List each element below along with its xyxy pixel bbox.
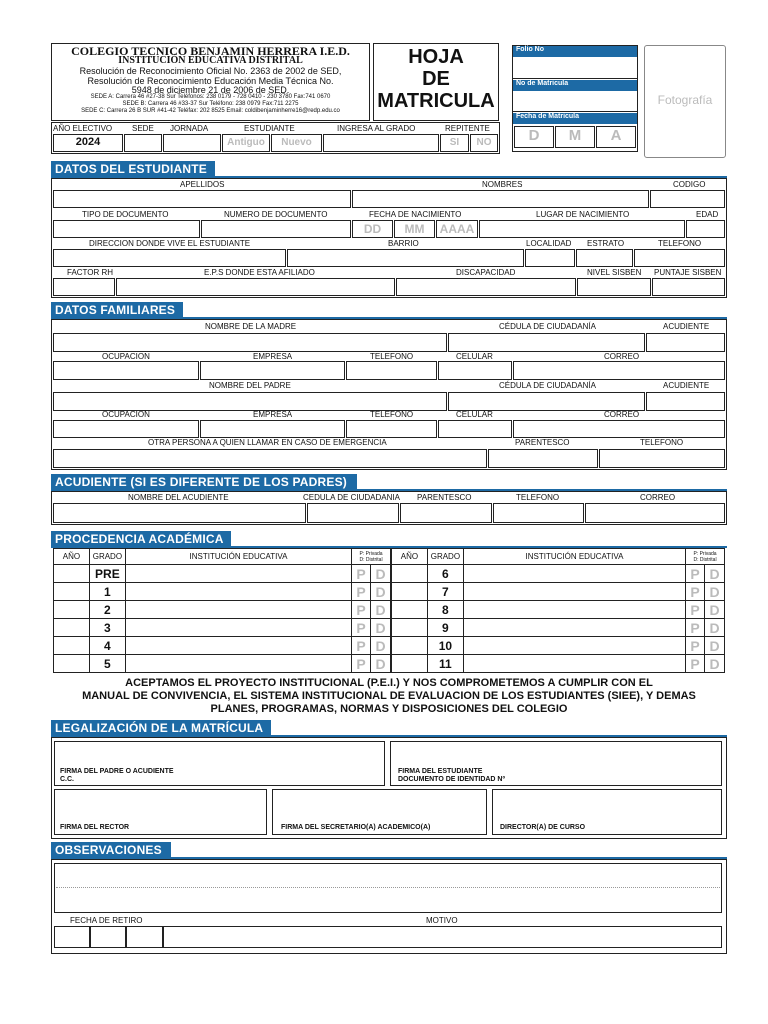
agreement-line-2: MANUAL DE CONVIVENCIA, EL SISTEMA INSTITUCIONAL DE EVALUACION DE LOS ESTUDIANTES (SIEE), Y DEMAS bbox=[82, 690, 696, 702]
estrato-label: ESTRATO bbox=[587, 239, 625, 248]
localidad-label: LOCALIDAD bbox=[526, 239, 572, 248]
matricula-label: No de Matricula bbox=[513, 80, 637, 91]
section-family-title: DATOS FAMILIARES bbox=[51, 302, 183, 318]
emergencia-nombre-field[interactable] bbox=[53, 449, 487, 468]
academic-row bbox=[54, 637, 391, 655]
academic-table-left bbox=[53, 548, 391, 673]
firma-padre-cc: C.C. bbox=[60, 776, 74, 783]
firma-padre-label: FIRMA DEL PADRE O ACUDIENTE bbox=[60, 768, 174, 775]
right-institucion-cell[interactable] bbox=[463, 583, 685, 601]
academic-row bbox=[54, 601, 391, 619]
school-type: INSTITUCIÓN EDUCATIVA DISTRITAL bbox=[118, 55, 303, 66]
padre-cedula-label: CÉDULA DE CIUDADANÍA bbox=[499, 381, 596, 390]
direccion-field[interactable] bbox=[53, 249, 286, 267]
telefono-label: TELEFONO bbox=[658, 239, 702, 248]
repitente-label: REPITENTE bbox=[445, 124, 490, 133]
left-institucion-cell[interactable] bbox=[125, 619, 351, 637]
edad-label: EDAD bbox=[696, 210, 719, 219]
nac-dd-field[interactable]: DD bbox=[352, 220, 393, 238]
section-academic-title: PROCEDENCIA ACADÉMICA bbox=[51, 531, 231, 547]
section-legal-title: LEGALIZACIÓN DE LA MATRÍCULA bbox=[51, 720, 271, 736]
antiguo-option[interactable]: Antiguo bbox=[222, 134, 270, 152]
padre-ocupacion-field[interactable] bbox=[53, 420, 199, 438]
left-privada-option[interactable]: P bbox=[352, 619, 371, 637]
firma-estudiante-label: FIRMA DEL ESTUDIANTE bbox=[398, 768, 483, 775]
tipo-doc-field[interactable] bbox=[53, 220, 200, 238]
retiro-mes-field[interactable] bbox=[90, 926, 126, 948]
padre-empresa-label: EMPRESA bbox=[253, 410, 293, 419]
nombres-label: NOMBRES bbox=[482, 180, 523, 189]
madre-acudiente-field[interactable] bbox=[646, 333, 725, 352]
firma-secretario-label: FIRMA DEL SECRETARIO(A) ACADEMICO(A) bbox=[281, 824, 431, 831]
academic-row bbox=[54, 565, 391, 583]
discapacidad-label: DISCAPACIDAD bbox=[456, 268, 516, 277]
padre-telefono-label: TELEFONO bbox=[370, 410, 414, 419]
guardian-cedula-field[interactable] bbox=[307, 503, 399, 523]
barrio-label: BARRIO bbox=[388, 239, 419, 248]
padre-correo-field[interactable] bbox=[513, 420, 725, 438]
observaciones-field[interactable] bbox=[54, 863, 722, 913]
right-distrital-option[interactable]: D bbox=[705, 601, 725, 619]
photo-label: Fotografía bbox=[657, 93, 713, 107]
left-pd-distrital: D: Distrital bbox=[359, 556, 383, 563]
right-distrital-option[interactable]: D bbox=[705, 583, 725, 601]
nac-mm-field[interactable]: MM bbox=[394, 220, 435, 238]
right-pd-header bbox=[686, 549, 725, 565]
right-grado-cell: 8 bbox=[427, 601, 463, 619]
apellidos-field[interactable] bbox=[53, 190, 351, 208]
right-grado-cell: 11 bbox=[427, 655, 463, 673]
ano-electivo-label: AÑO ELECTIVO bbox=[53, 124, 113, 133]
right-distrital-option[interactable]: D bbox=[705, 619, 725, 637]
left-privada-option[interactable]: P bbox=[352, 637, 371, 655]
fecha-m-field[interactable]: M bbox=[555, 126, 595, 148]
resolution-line-2: Resolución de Reconocimiento Educación Media Técnica No. bbox=[87, 76, 334, 86]
apellidos-label: APELLIDOS bbox=[180, 180, 225, 189]
lugar-nac-label: LUGAR DE NACIMIENTO bbox=[536, 210, 630, 219]
title-matricula: MATRICULA bbox=[377, 90, 495, 112]
eps-field[interactable] bbox=[116, 278, 395, 296]
padre-cedula-field[interactable] bbox=[448, 392, 645, 411]
academic-row bbox=[392, 655, 725, 673]
emergencia-telefono-field[interactable] bbox=[599, 449, 725, 468]
eps-label: E.P.S DONDE ESTA AFILIADO bbox=[204, 268, 315, 277]
madre-telefono-field[interactable] bbox=[346, 361, 437, 380]
nivel-sisben-label: NIVEL SISBEN bbox=[587, 268, 642, 277]
academic-row bbox=[54, 619, 391, 637]
emergencia-telefono-label: TELEFONO bbox=[640, 438, 684, 447]
firma-director-label: DIRECTOR(A) DE CURSO bbox=[500, 824, 586, 831]
sede-field[interactable] bbox=[124, 134, 162, 152]
left-institucion-cell[interactable] bbox=[125, 583, 351, 601]
padre-telefono-field[interactable] bbox=[346, 420, 437, 438]
padre-celular-label: CELULAR bbox=[456, 410, 493, 419]
repitente-no-option[interactable]: NO bbox=[470, 134, 498, 152]
right-grado-header: GRADO bbox=[427, 549, 463, 565]
left-grado-cell: 5 bbox=[89, 655, 125, 673]
title-hoja: HOJA bbox=[408, 46, 464, 68]
emergencia-label: OTRA PERSONA A QUIEN LLAMAR EN CASO DE EMERGENCIA bbox=[148, 438, 387, 447]
right-institucion-header: INSTITUCIÓN EDUCATIVA bbox=[463, 549, 685, 565]
right-institucion-cell[interactable] bbox=[463, 565, 685, 583]
ingresa-label: INGRESA AL GRADO bbox=[337, 124, 416, 133]
left-ano-cell[interactable] bbox=[54, 619, 90, 637]
agreement-line-1: ACEPTAMOS EL PROYECTO INSTITUCIONAL (P.E.I.) Y NOS COMPROMETEMOS A CUMPLIR CON EL bbox=[125, 677, 653, 689]
right-ano-cell[interactable] bbox=[392, 583, 428, 601]
right-privada-option[interactable]: P bbox=[686, 655, 705, 673]
repitente-si-option[interactable]: SI bbox=[440, 134, 469, 152]
guardian-nombre-field[interactable] bbox=[53, 503, 306, 523]
right-ano-cell[interactable] bbox=[392, 601, 428, 619]
lugar-nac-field[interactable] bbox=[479, 220, 685, 238]
left-grado-header: GRADO bbox=[89, 549, 125, 565]
academic-row bbox=[392, 637, 725, 655]
right-institucion-cell[interactable] bbox=[463, 637, 685, 655]
right-distrital-option[interactable]: D bbox=[705, 637, 725, 655]
folio-field[interactable] bbox=[513, 57, 637, 79]
madre-nombre-field[interactable] bbox=[53, 333, 447, 352]
edad-field[interactable] bbox=[686, 220, 725, 238]
padre-nombre-field[interactable] bbox=[53, 392, 447, 411]
left-institucion-cell[interactable] bbox=[125, 601, 351, 619]
padre-ocupacion-label: OCUPACION bbox=[102, 410, 150, 419]
academic-row bbox=[392, 601, 725, 619]
nuevo-option[interactable]: Nuevo bbox=[271, 134, 322, 152]
left-pd-header bbox=[352, 549, 391, 565]
left-privada-option[interactable]: P bbox=[352, 601, 371, 619]
left-privada-option[interactable]: P bbox=[352, 565, 371, 583]
padre-acudiente-label: ACUDIENTE bbox=[663, 381, 710, 390]
puntaje-sisben-label: PUNTAJE SISBEN bbox=[654, 268, 722, 277]
madre-telefono-label: TELEFONO bbox=[370, 352, 414, 361]
motivo-label: MOTIVO bbox=[426, 916, 458, 925]
left-grado-cell: 3 bbox=[89, 619, 125, 637]
left-distrital-option[interactable]: D bbox=[371, 637, 391, 655]
right-privada-option[interactable]: P bbox=[686, 583, 705, 601]
padre-empresa-field[interactable] bbox=[200, 420, 345, 438]
madre-label: NOMBRE DE LA MADRE bbox=[205, 322, 297, 331]
discapacidad-field[interactable] bbox=[396, 278, 576, 296]
right-institucion-cell[interactable] bbox=[463, 601, 685, 619]
emergencia-parentesco-field[interactable] bbox=[488, 449, 598, 468]
codigo-label: CODIGO bbox=[673, 180, 706, 189]
left-ano-cell[interactable] bbox=[54, 583, 90, 601]
num-doc-label: NUMERO DE DOCUMENTO bbox=[224, 210, 328, 219]
left-institucion-header: INSTITUCIÓN EDUCATIVA bbox=[125, 549, 351, 565]
guardian-telefono-field[interactable] bbox=[493, 503, 584, 523]
left-grado-cell: 2 bbox=[89, 601, 125, 619]
fecha-a-field[interactable]: A bbox=[596, 126, 636, 148]
madre-cedula-field[interactable] bbox=[448, 333, 645, 352]
matricula-field[interactable] bbox=[513, 91, 637, 112]
academic-row bbox=[392, 583, 725, 601]
factor-rh-label: FACTOR RH bbox=[67, 268, 114, 277]
fecha-retiro-label: FECHA DE RETIRO bbox=[70, 916, 143, 925]
padre-label: NOMBRE DEL PADRE bbox=[209, 381, 291, 390]
estrato-field[interactable] bbox=[576, 249, 633, 267]
resolution-line-1: Resolución de Reconocimiento Oficial No. 2363 de 2002 de SED, bbox=[79, 66, 342, 76]
agreement-line-3: PLANES, PROGRAMAS, NORMAS Y DISPOSICIONES DEL COLEGIO bbox=[210, 703, 568, 715]
ano-electivo-value: 2024 bbox=[75, 136, 101, 148]
padre-acudiente-field[interactable] bbox=[646, 392, 725, 411]
codigo-field[interactable] bbox=[650, 190, 725, 208]
ingresa-grado-field[interactable] bbox=[323, 134, 439, 152]
left-pd-privada: P: Privada bbox=[359, 550, 383, 557]
academic-row bbox=[54, 583, 391, 601]
retiro-ano-field[interactable] bbox=[126, 926, 163, 948]
right-distrital-option[interactable]: D bbox=[705, 565, 725, 583]
jornada-label: JORNADA bbox=[170, 124, 209, 133]
section-obs-title: OBSERVACIONES bbox=[51, 842, 171, 858]
nac-aaaa-field[interactable]: AAAA bbox=[436, 220, 478, 238]
firma-padre-box[interactable] bbox=[54, 741, 385, 786]
left-grado-cell: 4 bbox=[89, 637, 125, 655]
right-privada-option[interactable]: P bbox=[686, 637, 705, 655]
right-ano-cell[interactable] bbox=[392, 619, 428, 637]
estudiante-label: ESTUDIANTE bbox=[244, 124, 295, 133]
right-ano-cell[interactable] bbox=[392, 655, 428, 673]
barrio-field[interactable] bbox=[287, 249, 524, 267]
guardian-correo-label: CORREO bbox=[640, 493, 676, 502]
nivel-sisben-field[interactable] bbox=[577, 278, 651, 296]
academic-row bbox=[54, 655, 391, 673]
academic-row bbox=[392, 565, 725, 583]
fecha-d-field[interactable]: D bbox=[514, 126, 554, 148]
madre-ocupacion-label: OCUPACION bbox=[102, 352, 150, 361]
left-grado-cell: 1 bbox=[89, 583, 125, 601]
jornada-field[interactable] bbox=[163, 134, 221, 152]
emergencia-parentesco-label: PARENTESCO bbox=[515, 438, 570, 447]
left-distrital-option[interactable]: D bbox=[371, 655, 391, 673]
sede-b: SEDE B: Carrera 46 #33-37 Sur Teléfono: 238 0979 Fax:711 2275 bbox=[122, 101, 299, 107]
localidad-field[interactable] bbox=[525, 249, 575, 267]
left-grado-cell: PRE bbox=[89, 565, 125, 583]
academic-row bbox=[392, 619, 725, 637]
right-privada-option[interactable]: P bbox=[686, 619, 705, 637]
num-doc-field[interactable] bbox=[201, 220, 351, 238]
right-privada-option[interactable]: P bbox=[686, 601, 705, 619]
left-institucion-cell[interactable] bbox=[125, 565, 351, 583]
right-privada-option[interactable]: P bbox=[686, 565, 705, 583]
observaciones-dotted-line bbox=[56, 887, 720, 888]
right-grado-cell: 10 bbox=[427, 637, 463, 655]
puntaje-sisben-field[interactable] bbox=[652, 278, 725, 296]
fecha-matricula-label: Fecha de Matricula bbox=[513, 113, 637, 124]
school-name: COLEGIO TECNICO BENJAMIN HERRERA I.E.D. bbox=[71, 44, 350, 58]
right-distrital-option[interactable]: D bbox=[705, 655, 725, 673]
madre-ocupacion-field[interactable] bbox=[53, 361, 199, 380]
madre-correo-field[interactable] bbox=[513, 361, 725, 380]
tipo-doc-label: TIPO DE DOCUMENTO bbox=[82, 210, 169, 219]
left-distrital-option[interactable]: D bbox=[371, 565, 391, 583]
madre-celular-label: CELULAR bbox=[456, 352, 493, 361]
right-grado-cell: 9 bbox=[427, 619, 463, 637]
guardian-parentesco-field[interactable] bbox=[400, 503, 492, 523]
right-grado-cell: 7 bbox=[427, 583, 463, 601]
folio-label: Folio No bbox=[513, 46, 637, 57]
right-ano-header: AÑO bbox=[392, 549, 428, 565]
right-ano-cell[interactable] bbox=[392, 637, 428, 655]
padre-celular-field[interactable] bbox=[438, 420, 512, 438]
madre-empresa-label: EMPRESA bbox=[253, 352, 293, 361]
retiro-dia-field[interactable] bbox=[54, 926, 90, 948]
motivo-field[interactable] bbox=[163, 926, 722, 948]
right-pd-privada: P: Privada bbox=[693, 550, 717, 557]
guardian-parentesco-label: PARENTESCO bbox=[417, 493, 472, 502]
title-de: DE bbox=[422, 68, 450, 90]
left-ano-cell[interactable] bbox=[54, 565, 90, 583]
guardian-cedula-label: CEDULA DE CIUDADANIA bbox=[303, 493, 400, 502]
direccion-label: DIRECCION DONDE VIVE EL ESTUDIANTE bbox=[89, 239, 251, 248]
right-institucion-cell[interactable] bbox=[463, 655, 685, 673]
madre-empresa-field[interactable] bbox=[200, 361, 345, 380]
left-ano-cell[interactable] bbox=[54, 655, 90, 673]
section-student-title: DATOS DEL ESTUDIANTE bbox=[51, 161, 215, 177]
madre-celular-field[interactable] bbox=[438, 361, 512, 380]
sede-c: SEDE C: Carrera 26 B SUR #41-42 Teléfax: 202 8525 Email: coldibenjaminherre16@redp.edu.co bbox=[81, 108, 340, 114]
resolution-line-3: 5948 de diciembre 21 de 2006 de SED. bbox=[131, 85, 290, 95]
left-ano-cell[interactable] bbox=[54, 601, 90, 619]
left-institucion-cell[interactable] bbox=[125, 637, 351, 655]
madre-acudiente-label: ACUDIENTE bbox=[663, 322, 710, 331]
sede-a: SEDE A: Carrera 46 #27-38 Sur Teléfonos: 238 0179 - 728 0410 - 230 3780 Fax:741 0670 bbox=[90, 94, 331, 100]
right-pd-distrital: D: Distrital bbox=[693, 556, 717, 563]
academic-table-right bbox=[391, 548, 725, 673]
factor-rh-field[interactable] bbox=[53, 278, 115, 296]
firma-estudiante-doc: DOCUMENTO DE IDENTIDAD Nº bbox=[398, 776, 506, 783]
firma-rector-label: FIRMA DEL RECTOR bbox=[60, 824, 130, 831]
left-privada-option[interactable]: P bbox=[352, 655, 371, 673]
left-distrital-option[interactable]: D bbox=[371, 619, 391, 637]
madre-correo-label: CORREO bbox=[604, 352, 640, 361]
sede-label: SEDE bbox=[132, 124, 154, 133]
padre-correo-label: CORREO bbox=[604, 410, 640, 419]
left-distrital-option[interactable]: D bbox=[371, 601, 391, 619]
right-grado-cell: 6 bbox=[427, 565, 463, 583]
left-ano-header: AÑO bbox=[54, 549, 90, 565]
section-guardian-title: ACUDIENTE (SI ES DIFERENTE DE LOS PADRES) bbox=[51, 474, 357, 490]
left-ano-cell[interactable] bbox=[54, 637, 90, 655]
right-institucion-cell[interactable] bbox=[463, 619, 685, 637]
telefono-field[interactable] bbox=[634, 249, 725, 267]
nombres-field[interactable] bbox=[352, 190, 649, 208]
left-privada-option[interactable]: P bbox=[352, 583, 371, 601]
guardian-nombre-label: NOMBRE DEL ACUDIENTE bbox=[128, 493, 229, 502]
guardian-telefono-label: TELEFONO bbox=[516, 493, 560, 502]
left-institucion-cell[interactable] bbox=[125, 655, 351, 673]
madre-cedula-label: CÉDULA DE CIUDADANÍA bbox=[499, 322, 596, 331]
guardian-correo-field[interactable] bbox=[585, 503, 725, 523]
left-distrital-option[interactable]: D bbox=[371, 583, 391, 601]
right-ano-cell[interactable] bbox=[392, 565, 428, 583]
fecha-nac-label: FECHA DE NACIMIENTO bbox=[369, 210, 462, 219]
